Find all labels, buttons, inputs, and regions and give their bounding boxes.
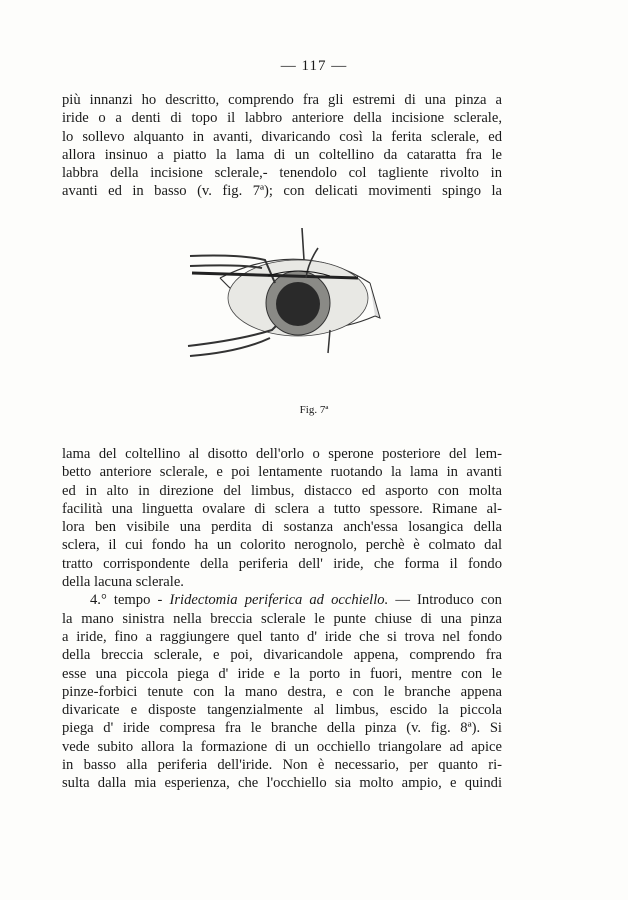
- text-line: pinze-forbici tenute con la mano destra, e con le branche appena: [62, 683, 502, 700]
- text-line: esse una piccola piega d' iride e la porto in fuori, mentre con le: [62, 665, 502, 682]
- text-line: allora insinuo a piatto la lama di un coltellino da cataratta fra le: [62, 146, 502, 163]
- figure-caption: Fig. 7ª: [299, 404, 329, 416]
- text-line: piega d' iride compresa fra le branche della pinza (v. fig. 8ª). Si: [62, 720, 502, 737]
- text-line: facilità una linguetta ovalare di sclera a tutto spessore. Rimane al-: [62, 500, 502, 517]
- text-line: lama del coltellino al disotto dell'orlo o sperone posteriore del lem-: [62, 446, 502, 462]
- eye-surgery-figure: [180, 218, 410, 393]
- pupil: [276, 282, 320, 326]
- text-line: sulta dalla mia esperienza, che l'occhiello sia molto ampio, e quindi: [62, 775, 502, 792]
- text-line: la mano sinistra nella breccia sclerale le punte chiuse di una pinza: [62, 610, 502, 627]
- text-line: tratto corrispondente della periferia dell' iride, che forma il fondo: [62, 555, 502, 572]
- text-line: a iride, fino a raggiungere quel tanto d' iride che si trova nel fondo: [62, 628, 502, 645]
- text-line: della lacuna sclerale.: [62, 574, 184, 591]
- text-line: sclera, il cui fondo ha un colorito nerognolo, perchè è colmato dal: [62, 537, 502, 554]
- lateral-canthus: [370, 283, 380, 318]
- text-line: lora ben visibile una perdita di sostanza anch'essa losangica della: [62, 519, 502, 536]
- section-heading-line: [62, 591, 502, 609]
- paragraph-top: [62, 91, 502, 201]
- paragraph-bottom: [62, 445, 502, 793]
- section-title: Iridectomia periferica ad occhiello.: [169, 592, 389, 609]
- text-line: della breccia sclerale, e poi, divaricandole appena, comprendo fra: [62, 647, 502, 664]
- lower-hook: [328, 330, 330, 353]
- text-line: più innanzi ho descritto, comprendo fra gli estremi di una pinza a: [62, 92, 502, 108]
- text-line: iride o a denti di topo il labbro anteriore della incisione sclerale,: [62, 110, 502, 127]
- section-number: 4.° tempo -: [90, 592, 170, 609]
- text-line: in basso alla periferia dell'iride. Non è necessario, per quanto ri-: [62, 757, 502, 774]
- text-line: betto anteriore sclerale, e poi lentamente ruotando la lama in avanti: [62, 464, 502, 481]
- text-line: vede subito allora la formazione di un occhiello triangolare ad apice: [62, 738, 502, 755]
- section-heading-rest: — Introduco con: [388, 592, 502, 609]
- text-line: divaricate e disposte tangenzialmente al limbus, escido la piccola: [62, 702, 502, 719]
- text-line: labbra della incisione sclerale,- tenendolo col tagliente rivolto in: [62, 165, 502, 182]
- page-number: — 117 —: [280, 58, 348, 74]
- text-line: avanti ed in basso (v. fig. 7ª); con delicati movimenti spingo la: [62, 183, 502, 200]
- text-line: lo sollevo alquanto in avanti, divaricando così la ferita sclerale, ed: [62, 128, 502, 145]
- text-line: ed in alto in direzione del limbus, distacco ed asporto con molta: [62, 482, 502, 499]
